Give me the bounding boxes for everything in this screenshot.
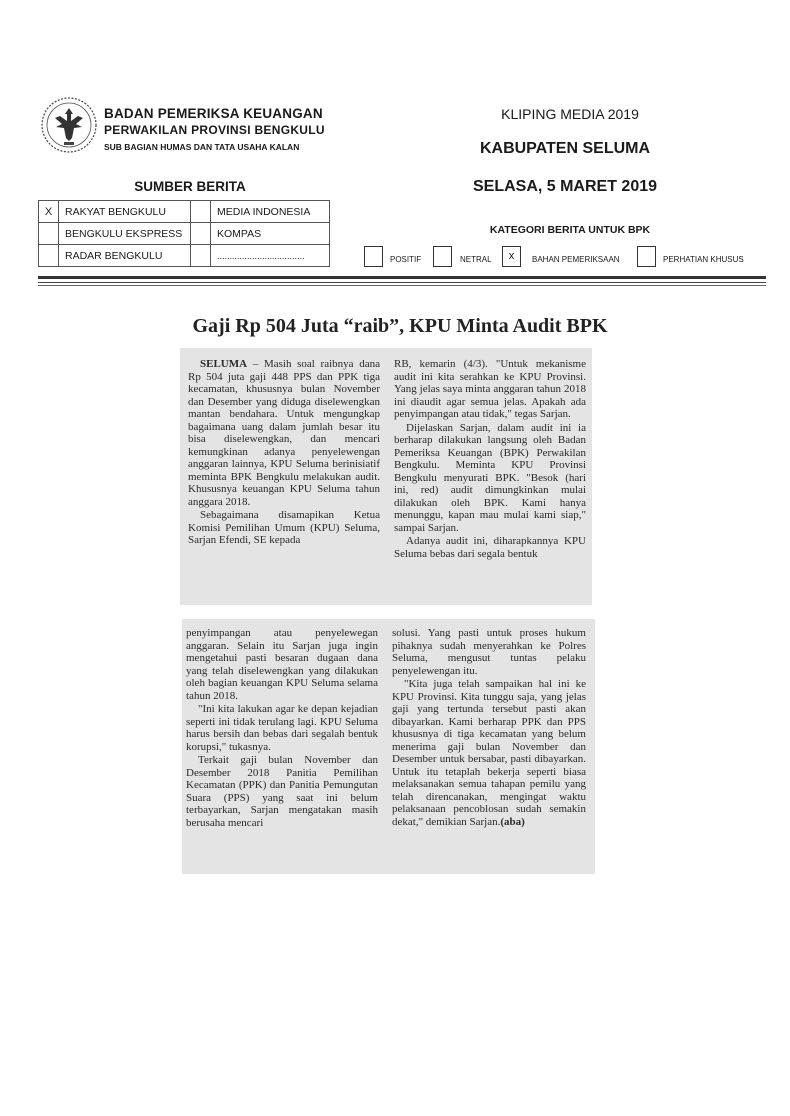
header-divider xyxy=(38,285,766,286)
news-clipping-2 xyxy=(182,619,595,874)
clipping-column xyxy=(188,358,380,547)
article-paragraph: Sebagaimana disamapikan Ketua Komisi Pemilihan Umum (KPU) Seluma, Sarjan Efendi, SE kepada xyxy=(188,509,380,546)
source-row xyxy=(39,245,330,267)
article-paragraph: "Ini kita lakukan agar ke depan kejadian seperti ini tidak terulang lagi. KPU Seluma harus bersih dan bebas dari segalah bentuk korupsi," tukasnya. xyxy=(186,703,378,753)
kategori-label-bahan-pemeriksaan: BAHAN PEMERIKSAAN xyxy=(532,255,620,264)
source-checkbox xyxy=(191,201,211,223)
article-paragraph: – Masih soal raibnya dana Rp 504 juta gaji 448 PPS dan PPK tiga kecamatan, khususnya bulan November dan Desember yang diduga diselewengkan mantan bendahara. Untuk mengungkap bagaimana uang dalam jumlah besar itu bisa diselewengkan, dan mencari kemungkinan adanya penyelewengan anggaran lainnya, KPU Seluma berinisiatif meminta BPK Bengkulu melakukan audit. Khususnya keuangan KPU Seluma tahun anggara 2018. xyxy=(188,358,380,508)
article-paragraph: RB, kemarin (4/3). "Untuk mekanisme audit ini kita serahkan ke KPU Provinsi. Yang jelas saya minta anggaran tahun 2018 ini diaudit agar semua jelas. Apakah ada penyimpangan atau tidak," tegas Sarjan. xyxy=(394,358,586,420)
org-subdivision: SUB BAGIAN HUMAS DAN TATA USAHA KALAN xyxy=(104,142,300,152)
article-headline: Gaji Rp 504 Juta “raib”, KPU Minta Audit BPK xyxy=(192,315,608,337)
kliping-title: KLIPING MEDIA 2019 xyxy=(501,106,639,122)
source-checkbox xyxy=(191,245,211,267)
article-paragraph: penyimpangan atau penyelewegan anggaran. Selain itu Sarjan juga ingin mengetahui pasti besaran dugaan dana yang telah diselewengkan yang dilakukan oleh bagian keuangan KPU Seluma selama tahun 2018. xyxy=(186,627,378,702)
article-paragraph: Terkait gaji bulan November dan Desember 2018 Panitia Pemilihan Kecamatan (PPK) dan Panitia Pemungutan Suara (PPS) yang saat ini belum terbayarkan, Sarjan mengatakan masih berusaha mencari xyxy=(186,754,378,829)
source-row xyxy=(39,201,330,223)
article-paragraph: Dijelaskan Sarjan, dalam audit ini ia berharap dilakukan langsung oleh Badan Pemeriksa Keuangan (BPK) Perwakilan Bengkulu. Meminta KPU Provinsi Bengkulu menyurati BPK. "Besok (hari ini, red) audit dimungkinkan mulai dilakukan oleh BPK. Kami hanya menunggu, kapan mau mulai kami siap," sampai Sarjan. xyxy=(394,421,586,534)
date-title: SELASA, 5 MARET 2019 xyxy=(472,178,658,195)
header-divider xyxy=(38,276,766,279)
source-checkbox xyxy=(39,245,59,267)
article-paragraph: Adanya audit ini, diharapkannya KPU Seluma bebas dari segala bentuk xyxy=(394,535,586,560)
sumber-berita-title: SUMBER BERITA xyxy=(134,179,246,194)
source-name: BENGKULU EKSPRESS xyxy=(59,223,191,245)
article-paragraph: solusi. Yang pasti untuk proses hukum pihaknya sudah menyerahkan ke Polres Seluma, mengusut tuntas pelaku penyelewengan itu. xyxy=(392,627,586,677)
source-name: MEDIA INDONESIA xyxy=(211,201,330,223)
header-divider xyxy=(38,282,766,283)
source-name: RADAR BENGKULU xyxy=(59,245,191,267)
source-checkbox: X xyxy=(39,201,59,223)
bpk-emblem-logo xyxy=(38,94,100,156)
kabupaten-title: KABUPATEN SELUMA xyxy=(479,140,651,157)
clipping-column xyxy=(392,627,586,828)
kategori-label-netral: NETRAL xyxy=(460,255,492,264)
source-row xyxy=(39,223,330,245)
source-name: RAKYAT BENGKULU xyxy=(59,201,191,223)
source-table xyxy=(38,200,330,267)
author-sign: (aba) xyxy=(500,815,525,828)
kategori-label-positif: POSITIF xyxy=(390,255,422,264)
kategori-checkbox-perhatian-khusus xyxy=(637,246,656,267)
dateline: SELUMA xyxy=(200,358,248,370)
kategori-title: KATEGORI BERITA UNTUK BPK xyxy=(489,224,651,236)
org-branch: PERWAKILAN PROVINSI BENGKULU xyxy=(104,123,325,137)
clipping-column xyxy=(394,358,586,560)
source-name: KOMPAS xyxy=(211,223,330,245)
source-checkbox xyxy=(191,223,211,245)
source-checkbox xyxy=(39,223,59,245)
kategori-checkbox-bahan-pemeriksaan: x xyxy=(502,246,521,267)
article-paragraph: "Kita juga telah sampaikan hal ini ke KPU Provinsi. Kita tunggu saja, yang jelas gaji yang tertunda tersebut pasti akan dibayarkan. Kami berharap PPK dan PPS khususnya di tiga kecamatan yang belum menerima gaji bulan November dan Desember untuk bersabar, pasti dibayarkan. Untuk itu tetaplah bekerja seperti biasa melaksanakan semua tahapan pemilu yang telah direncanakan, mengingat waktu pelaksanaan pencoblosan sudah semakin dekat," demikian Sarjan. xyxy=(392,678,586,828)
news-clipping-1 xyxy=(180,348,592,605)
source-name: ................................... xyxy=(211,245,330,267)
kategori-label-perhatian-khusus: PERHATIAN KHUSUS xyxy=(663,255,744,264)
org-name: BADAN PEMERIKSA KEUANGAN xyxy=(104,106,323,121)
kategori-checkbox-positif xyxy=(364,246,383,267)
kategori-checkbox-netral xyxy=(433,246,452,267)
clipping-column xyxy=(186,627,378,829)
